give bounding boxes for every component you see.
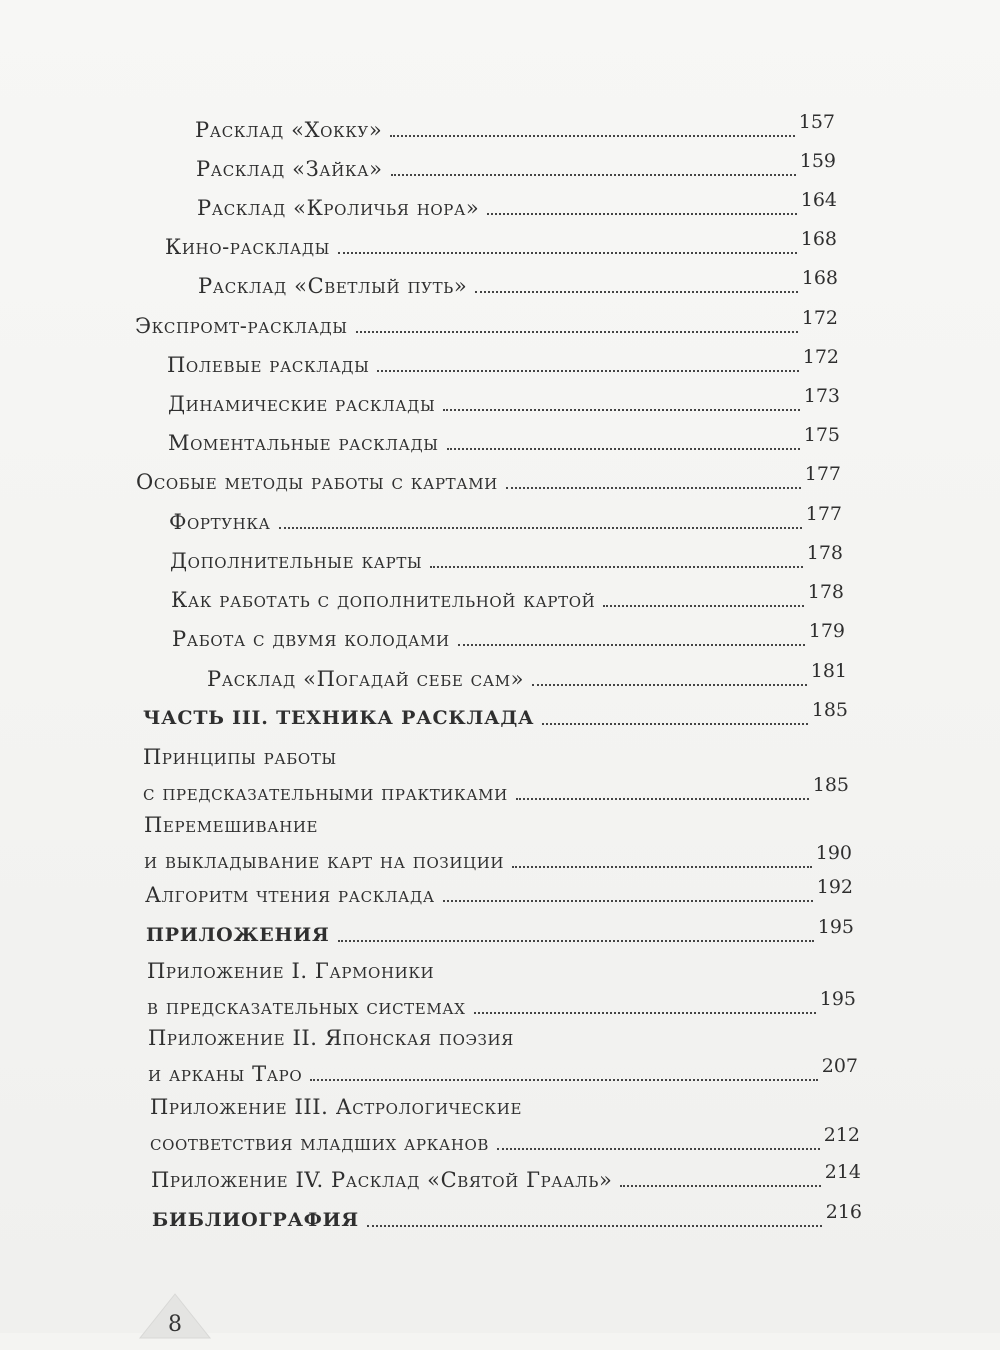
- toc-entry: [198, 264, 838, 300]
- dot-leader: [474, 1011, 816, 1014]
- toc-entry-title: Фортунка: [169, 510, 271, 534]
- toc-entry: [168, 421, 840, 457]
- toc-entry-page: 172: [801, 307, 838, 329]
- dot-leader: [338, 939, 814, 942]
- page-number-badge: [130, 1290, 220, 1350]
- dot-leader: [356, 330, 798, 333]
- toc-entry-title: ПРИЛОЖЕНИЯ: [146, 924, 330, 946]
- toc-entry-page: 185: [811, 699, 848, 721]
- dot-leader: [447, 447, 800, 450]
- toc-entry-page: 185: [812, 774, 849, 796]
- toc-entry-page: 214: [824, 1161, 861, 1183]
- toc-entry-page: 179: [808, 620, 845, 642]
- toc-entry-title-line2: в предсказательных системах: [147, 995, 466, 1019]
- toc-entry-title-line2: с предсказательными практиками: [143, 781, 508, 805]
- dot-leader: [390, 134, 794, 137]
- toc-entry-title: Экспромт-расклады: [135, 314, 348, 338]
- toc-entry-page: 164: [800, 189, 837, 211]
- toc-entry-page: 173: [803, 385, 840, 407]
- toc-entry-page: 190: [815, 842, 852, 864]
- dot-leader: [487, 212, 796, 215]
- dot-leader: [279, 526, 802, 529]
- toc-entry-title-line1: Принципы работы: [143, 745, 337, 769]
- toc-entry-page: 195: [817, 916, 854, 938]
- toc-entry: [165, 225, 837, 261]
- toc-entry-title-line1: Приложение I. Гармоники: [147, 959, 435, 983]
- dot-leader: [506, 486, 801, 489]
- toc-entry: [145, 873, 853, 909]
- dot-leader: [532, 683, 807, 686]
- toc-entry-page: 168: [800, 228, 837, 250]
- toc-entry-title-line1: Приложение III. Астрологические: [150, 1095, 522, 1119]
- toc-entry-page: 216: [825, 1201, 862, 1223]
- toc-entry-title: БИБЛИОГРАФИЯ: [152, 1209, 359, 1231]
- toc-entry-page: 178: [806, 542, 843, 564]
- toc-entry-title: Моментальные расклады: [168, 431, 439, 455]
- toc-entry: [197, 186, 837, 222]
- toc-entry-title: Динамические расклады: [168, 392, 436, 416]
- toc-entry: [151, 1158, 861, 1194]
- dot-leader: [367, 1224, 822, 1227]
- toc-entry-multiline: [148, 1024, 858, 1088]
- toc-part-heading: [152, 1198, 862, 1234]
- toc-entry-page: 192: [816, 876, 853, 898]
- dot-leader: [475, 290, 797, 293]
- dot-leader: [458, 643, 805, 646]
- toc-entry-title-line1: Перемешивание: [144, 813, 319, 837]
- toc-entry-page: 172: [802, 346, 839, 368]
- dot-leader: [338, 251, 797, 254]
- dot-leader: [542, 722, 807, 725]
- toc-entry-title: Расклад «Светлый путь»: [198, 274, 468, 298]
- dot-leader: [430, 565, 802, 568]
- toc-entry-title: Особые методы работы с картами: [136, 470, 498, 494]
- toc-entry-title: Работа с двумя колодами: [172, 627, 450, 651]
- toc-entry-page: 195: [819, 988, 856, 1010]
- toc-entry-title: Расклад «Зайка»: [196, 157, 383, 181]
- toc-entry-title: Расклад «Погадай себе сам»: [207, 667, 525, 691]
- toc-entry-title-line1: Приложение II. Японская поэзия: [148, 1026, 514, 1050]
- toc-entry: [136, 460, 841, 496]
- toc-entry-title: Полевые расклады: [167, 353, 370, 377]
- dot-leader: [516, 797, 809, 800]
- toc-entry-page: 177: [805, 503, 842, 525]
- toc-entry-title: Кино-расклады: [165, 235, 330, 259]
- toc-entry: [195, 108, 835, 144]
- toc-entry-multiline: [150, 1093, 860, 1157]
- toc-entry: [168, 382, 840, 418]
- toc-entry-page: 175: [803, 424, 840, 446]
- toc-entry-title: ЧАСТЬ III. ТЕХНИКА РАСКЛАДА: [143, 707, 535, 729]
- toc-entry-multiline: [147, 957, 856, 1021]
- dot-leader: [620, 1184, 820, 1187]
- toc-entry: [167, 343, 839, 379]
- toc-entry-title: Приложение IV. Расклад «Святой Грааль»: [151, 1168, 613, 1192]
- toc-entry-page: 207: [821, 1055, 858, 1077]
- toc-entry-page: 159: [799, 150, 836, 172]
- toc-entry-title-line2: и выкладывание карт на позиции: [144, 849, 505, 873]
- dot-leader: [497, 1147, 820, 1150]
- dot-leader: [443, 408, 799, 411]
- dot-leader: [391, 173, 796, 176]
- toc-entry-title-line2: и арканы Таро: [148, 1062, 303, 1086]
- toc-entry-page: 181: [810, 660, 847, 682]
- dot-leader: [512, 865, 812, 868]
- dot-leader: [377, 369, 798, 372]
- toc-entry-title: Расклад «Хокку»: [195, 118, 383, 142]
- toc-entry-multiline: [143, 743, 849, 807]
- dot-leader: [603, 604, 803, 607]
- dot-leader: [310, 1078, 817, 1081]
- toc-entry-page: 177: [804, 463, 841, 485]
- toc-entry-title: Расклад «Кроличья нора»: [197, 196, 480, 220]
- toc-entry: [196, 147, 836, 183]
- toc-part-heading: [146, 913, 854, 949]
- toc-entry-page: 178: [807, 581, 844, 603]
- toc-entry-multiline: [144, 811, 852, 875]
- toc-entry-page: 157: [798, 111, 835, 133]
- toc-entry: [170, 539, 843, 575]
- toc-entry-title: Алгоритм чтения расклада: [145, 883, 435, 907]
- toc-part-heading: [143, 696, 848, 732]
- toc-entry-page: 212: [823, 1124, 860, 1146]
- toc-entry: [207, 657, 847, 693]
- toc-entry: [169, 500, 842, 536]
- dot-leader: [443, 899, 813, 902]
- toc-entry-title-line2: соответствия младших арканов: [150, 1131, 490, 1155]
- toc-entry-title: Дополнительные карты: [170, 549, 423, 573]
- toc-entry-title: Как работать с дополнительной картой: [171, 588, 596, 612]
- toc-entry-page: 168: [801, 267, 838, 289]
- toc-entry: [135, 304, 838, 340]
- toc-entry: [171, 578, 844, 614]
- toc-entry: [172, 617, 845, 653]
- page-number: 8: [168, 1312, 182, 1337]
